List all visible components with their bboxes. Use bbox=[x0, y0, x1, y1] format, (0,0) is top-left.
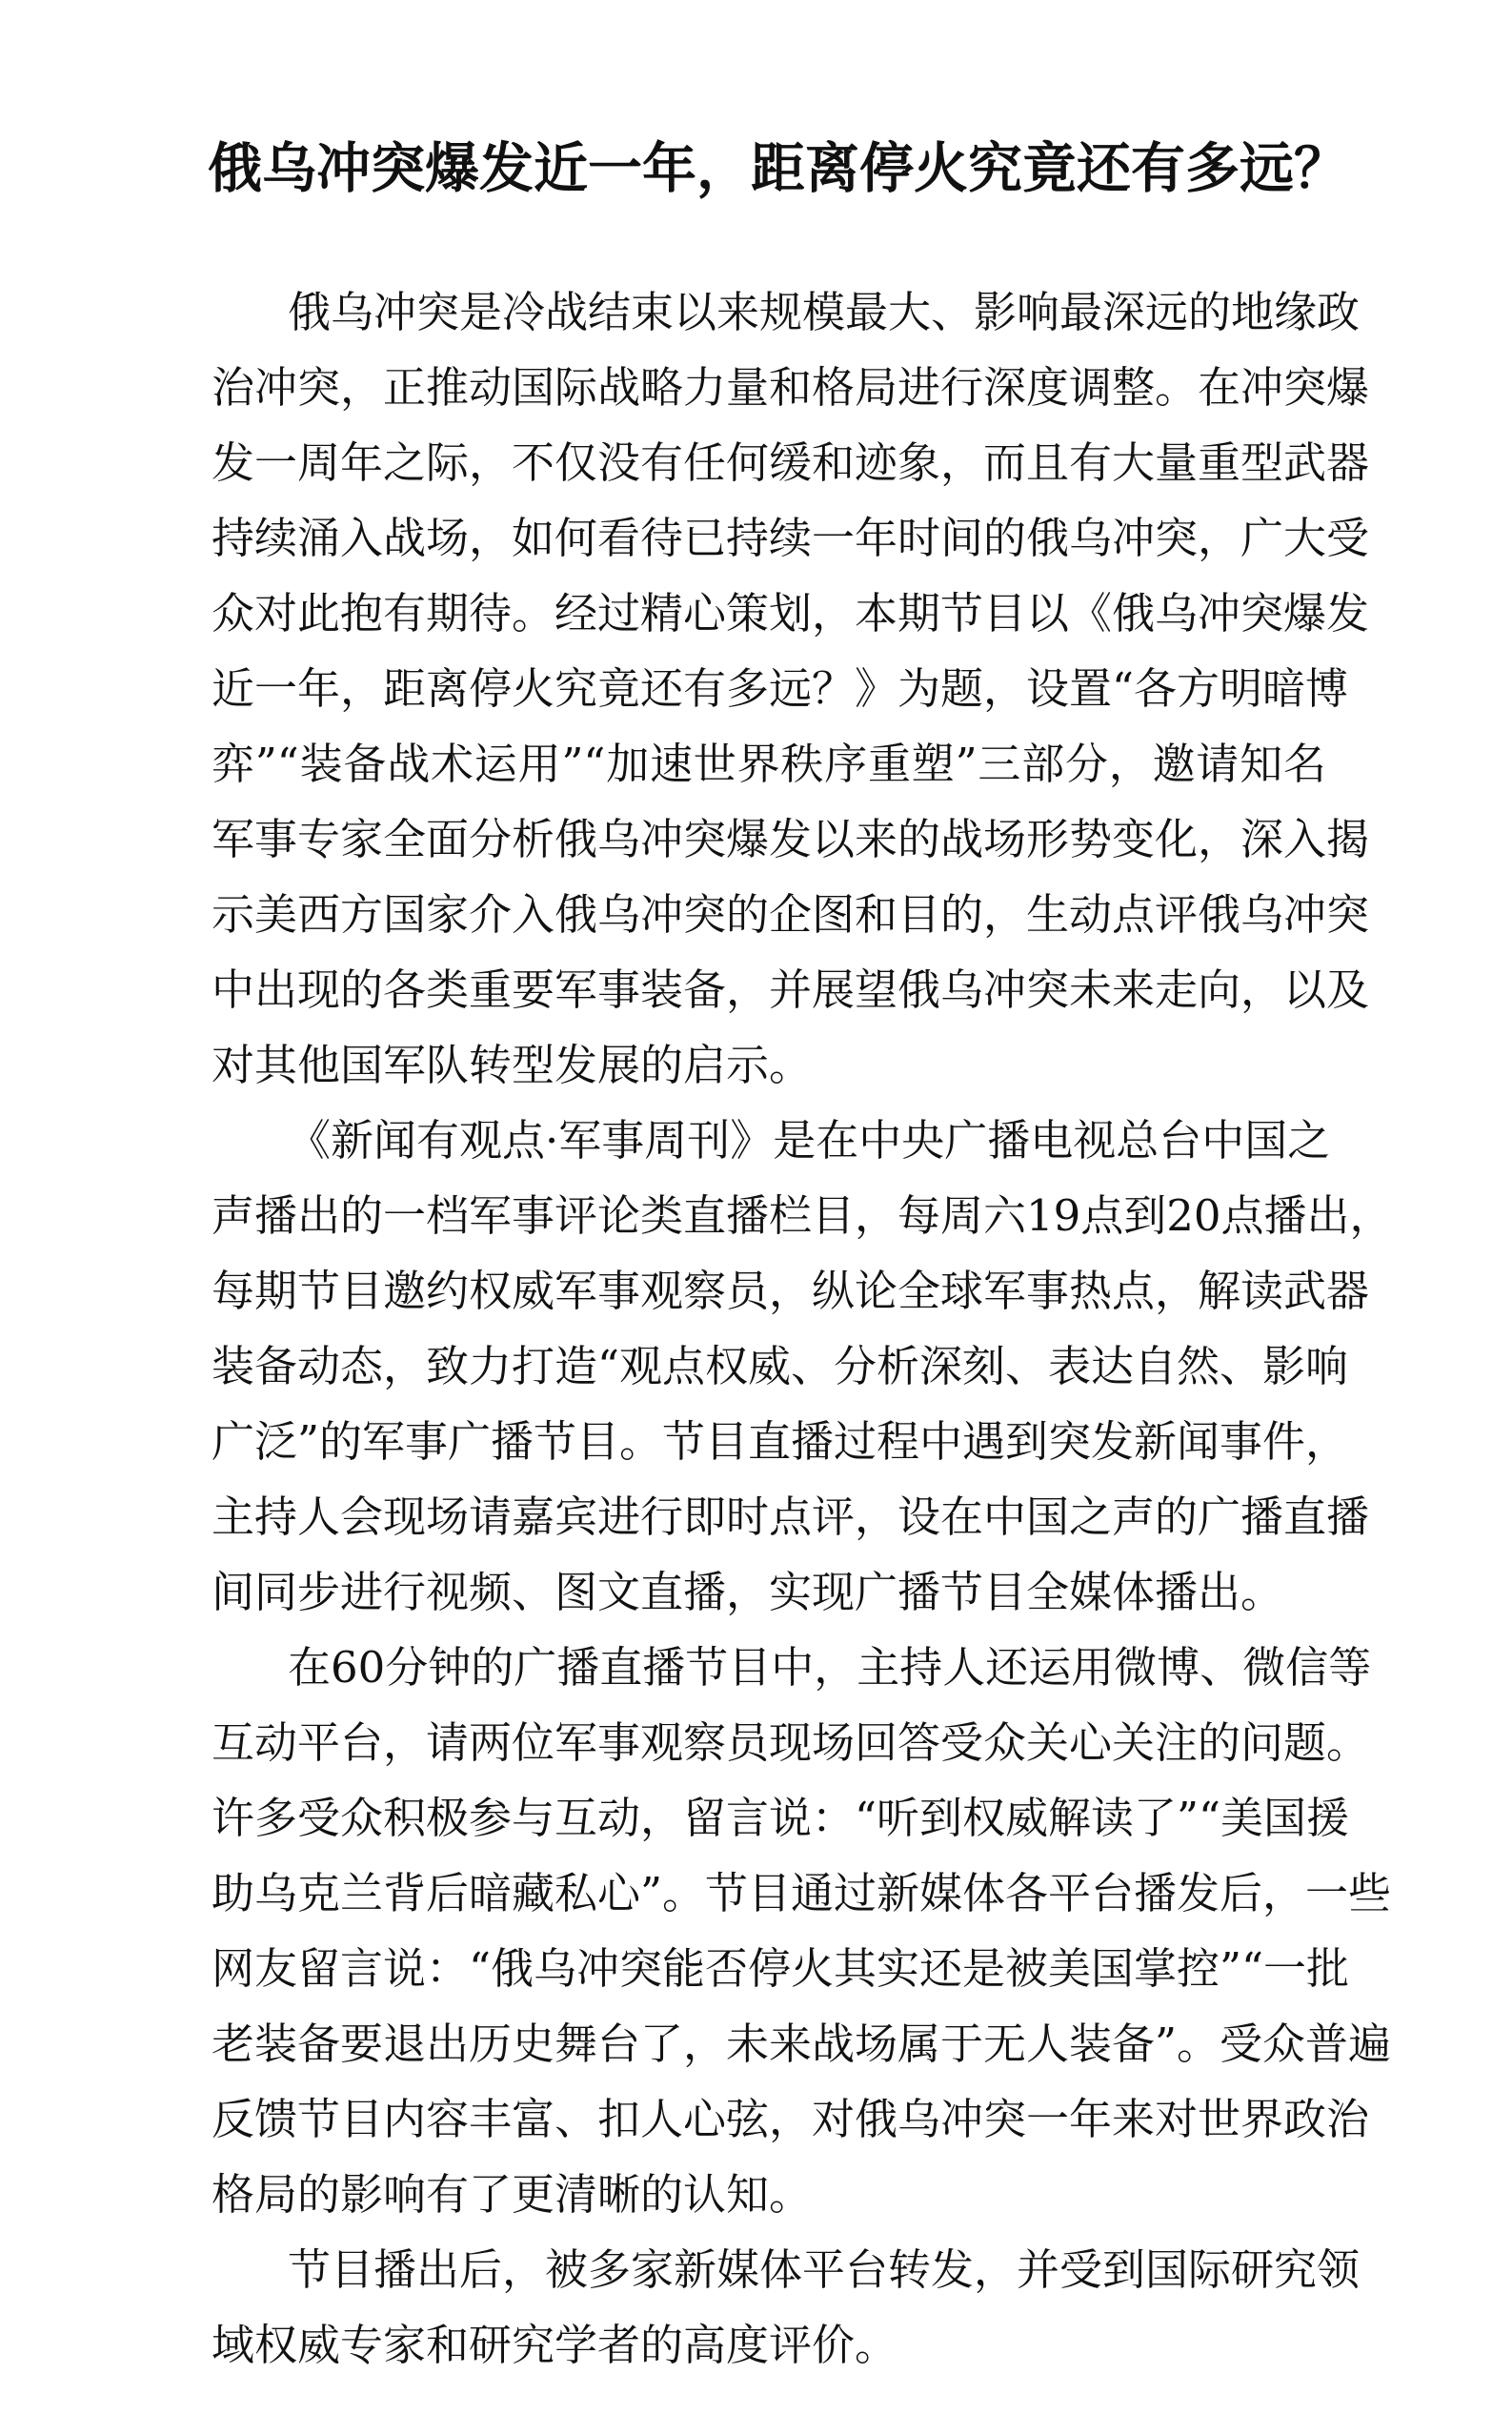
paragraph-2-line-5: 广泛”的军事广播节目。节目直播过程中遇到突发新闻事件， bbox=[212, 1416, 1349, 1467]
paragraph-2-line-7: 间同步进行视频、图文直播，实现广播节目全媒体播出。 bbox=[212, 1567, 1284, 1617]
paragraph-1-line-8: 军事专家全面分析俄乌冲突爆发以来的战场形势变化，深入揭 bbox=[212, 814, 1370, 864]
paragraph-2-line-4: 装备动态，致力打造“观点权威、分析深刻、表达自然、影响 bbox=[212, 1341, 1349, 1391]
paragraph-1-line-9: 示美西方国家介入俄乌冲突的企图和目的，生动点评俄乌冲突 bbox=[212, 889, 1370, 940]
paragraph-3-line-4: 助乌克兰背后暗藏私心”。节目通过新媒体各平台播发后，一些 bbox=[212, 1868, 1392, 1918]
paragraph-1-line-2: 治冲突，正推动国际战略力量和格局进行深度调整。在冲突爆 bbox=[212, 362, 1370, 413]
paragraph-4-line-2: 域权威专家和研究学者的高度评价。 bbox=[212, 2320, 898, 2370]
paragraph-3-line-1: 在60分钟的广播直播节目中，主持人还运用微博、微信等 bbox=[288, 1642, 1372, 1693]
paragraph-1-line-11: 对其他国军队转型发展的启示。 bbox=[212, 1040, 813, 1090]
document-body bbox=[212, 274, 1393, 2383]
paragraph-1-line-1: 俄乌冲突是冷战结束以来规模最大、影响最深远的地缘政 bbox=[288, 287, 1361, 337]
paragraph-4-line-1: 节目播出后，被多家新媒体平台转发，并受到国际研究领 bbox=[288, 2244, 1361, 2295]
paragraph-3-line-2: 互动平台，请两位军事观察员现场回答受众关心关注的问题。 bbox=[212, 1717, 1370, 1768]
paragraph-1-line-5: 众对此抱有期待。经过精心策划，本期节目以《俄乌冲突爆发 bbox=[212, 588, 1370, 639]
paragraph-3-line-7: 反馈节目内容丰富、扣人心弦，对俄乌冲突一年来对世界政治 bbox=[212, 2094, 1370, 2144]
paragraph-3-line-8: 格局的影响有了更清晰的认知。 bbox=[212, 2169, 813, 2220]
paragraph-1-line-10: 中出现的各类重要军事装备，并展望俄乌冲突未来走向，以及 bbox=[212, 964, 1370, 1015]
paragraph-3-line-6: 老装备要退出历史舞台了，未来战场属于无人装备”。受众普遍 bbox=[212, 2019, 1392, 2069]
paragraph-3-line-3: 许多受众积极参与互动，留言说：“听到权威解读了”“美国援 bbox=[212, 1793, 1350, 1843]
paragraph-2-line-3: 每期节目邀约权威军事观察员，纵论全球军事热点，解读武器 bbox=[212, 1266, 1370, 1316]
paragraph-2-line-2: 声播出的一档军事评论类直播栏目，每周六19点到20点播出， bbox=[212, 1190, 1393, 1241]
document-title: 俄乌冲突爆发近一年，距离停火究竟还有多远？ bbox=[208, 136, 1348, 200]
paragraph-2-line-1: 《新闻有观点·军事周刊》是在中央广播电视总台中国之 bbox=[288, 1115, 1331, 1166]
paragraph-1-line-6: 近一年，距离停火究竟还有多远？》为题，设置“各方明暗博 bbox=[212, 663, 1349, 714]
paragraph-2-line-6: 主持人会现场请嘉宾进行即时点评，设在中国之声的广播直播 bbox=[212, 1491, 1370, 1542]
paragraph-1-line-3: 发一周年之际，不仅没有任何缓和迹象，而且有大量重型武器 bbox=[212, 437, 1370, 488]
paragraph-1-line-4: 持续涌入战场，如何看待已持续一年时间的俄乌冲突，广大受 bbox=[212, 513, 1370, 563]
paragraph-3-line-5: 网友留言说：“俄乌冲突能否停火其实还是被美国掌控”“一批 bbox=[212, 1943, 1350, 1994]
paragraph-1-line-7: 弈”“装备战术运用”“加速世界秩序重塑”三部分，邀请知名 bbox=[212, 739, 1326, 789]
